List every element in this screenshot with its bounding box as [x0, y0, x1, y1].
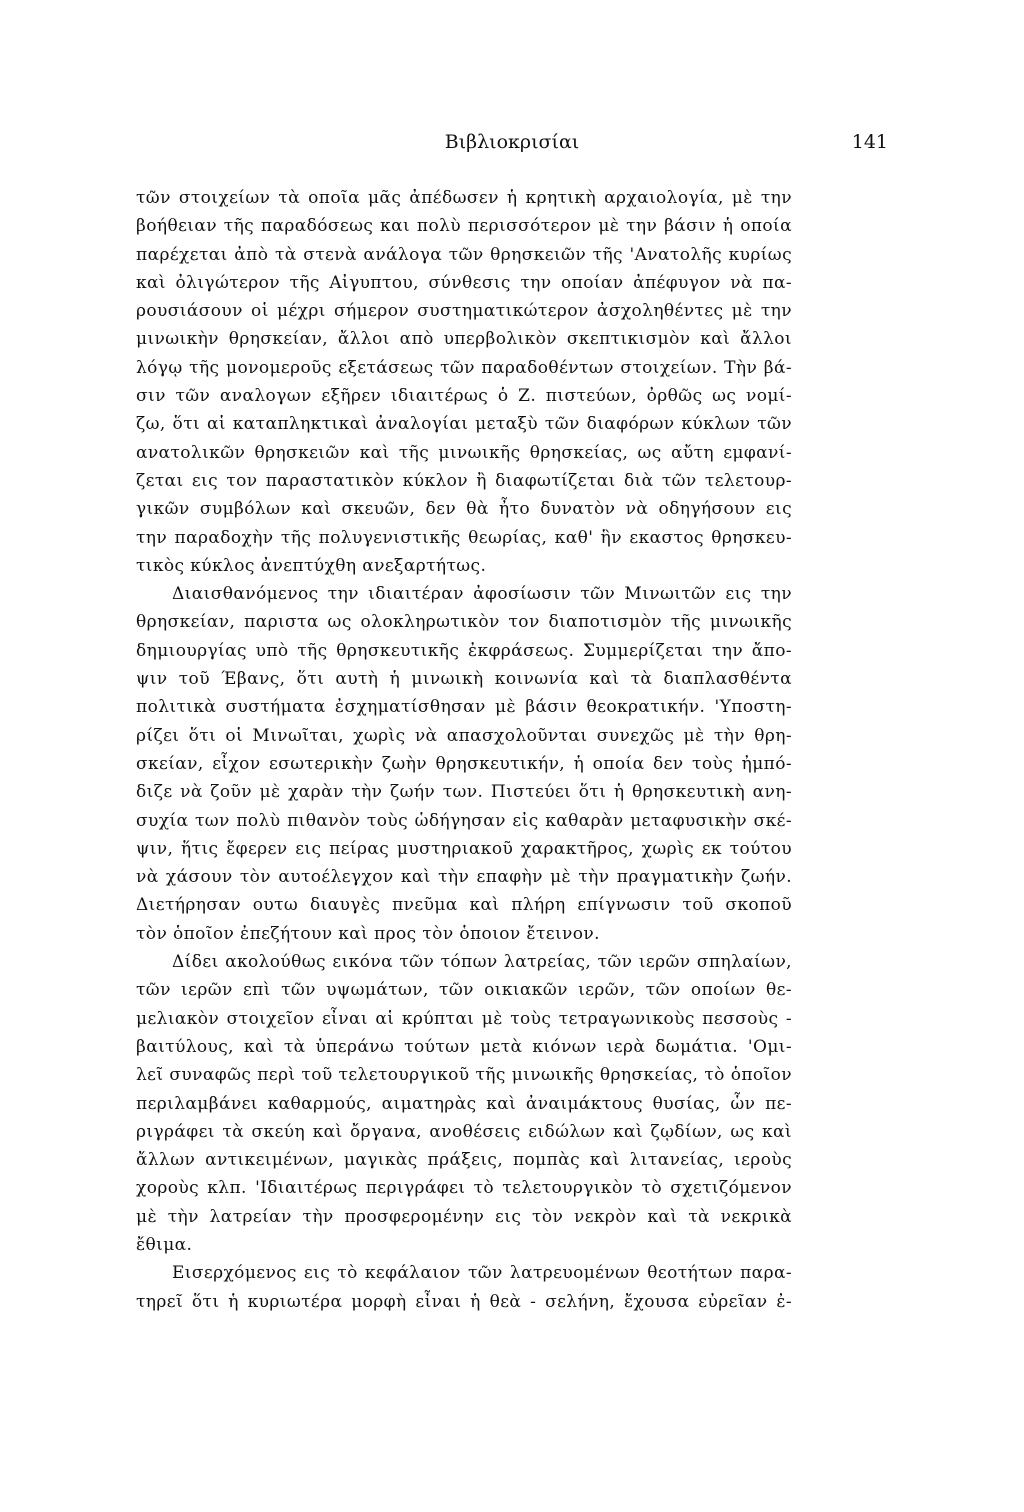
text-line: ρουσιάσουν οἱ μέχρι σήμερον συστηματικώτερον ἀσχοληθέντες μὲ την	[136, 301, 792, 322]
running-head	[136, 130, 888, 154]
page-number: 141	[851, 131, 888, 153]
text-line: ἄλλων αντικειμένων, μαγικὰς πράξεις, πομπὰς καὶ λιτανείας, ιεροὺς	[136, 1150, 792, 1171]
text-line: σκείαν, εἶχον εσωτερικὴν ζωὴν θρησκευτικήν, ἡ οποία δεν τοὺς ἠμπό-	[136, 753, 792, 774]
text-line: Διετήρησαν ουτω διαυγὲς πνεῦμα καὶ πλήρη επίγνωσιν τοῦ σκοποῦ	[136, 895, 792, 916]
text-line: Διαισθανόμενος την ιδιαιτέραν ἀφοσίωσιν τῶν Μινωιτῶν εις την	[172, 584, 792, 605]
text-line: παρέχεται ἀπὸ τὰ στενὰ ανάλογα τῶν θρησκειῶν τῆς 'Ανατολῆς κυρίως	[136, 244, 792, 265]
text-line: σιν τῶν αναλογων εξῆρεν ιδιαιτέρως ὁ Ζ. πιστεύων, ὀρθῶς ως νομί-	[136, 386, 792, 407]
text-line: Εισερχόμενος εις τὸ κεφάλαιον τῶν λατρευομένων θεοτήτων παρα-	[172, 1263, 792, 1284]
text-line: χοροὺς κλπ. 'Ιδιαιτέρως περιγράφει τὸ τελετουργικὸν τὸ σχετιζόμενον	[136, 1178, 792, 1199]
text-line: ζεται εις τον παραστατικὸν κύκλον ἢ διαφωτίζεται διὰ τῶν τελετουρ-	[136, 470, 792, 491]
text-line: γικῶν συμβόλων καὶ σκευῶν, δεν θὰ ἦτο δυνατὸν νὰ οδηγήσουν εις	[136, 499, 792, 520]
text-line: θρησκείαν, παριστα ως ολοκληρωτικὸν τον διαποτισμὸν τῆς μινωικῆς	[136, 612, 792, 633]
text-line: καὶ ὀλιγώτερον τῆς Αἰγυπτου, σύνθεσις την οποίαν ἀπέφυγον νὰ πα-	[136, 272, 792, 293]
text-line: βοήθειαν τῆς παραδόσεως και πολὺ περισσότερον μὲ την βάσιν ἡ οποία	[136, 216, 792, 237]
text-line: ἔθιμα.	[136, 1234, 193, 1255]
text-line: λεῖ συναφῶς περὶ τοῦ τελετουργικοῦ τῆς μινωικῆς θρησκείας, τὸ ὁποῖον	[136, 1065, 792, 1086]
text-line: τῶν ιερῶν επὶ τῶν υψωμάτων, τῶν οικιακῶν ιερῶν, τῶν οποίων θε-	[136, 980, 792, 1001]
text-line: συχία των πολὺ πιθανὸν τοὺς ὡδήγησαν εἰς καθαρὰν μεταφυσικὴν σκέ-	[136, 810, 792, 831]
text-line: τικὸς κύκλος ἀνεπτύχθη ανεξαρτήτως.	[136, 555, 487, 576]
text-line: περιλαμβάνει καθαρμούς, αιματηρὰς καὶ ἀναιμάκτους θυσίας, ὧν πε-	[136, 1093, 792, 1114]
text-line: ανατολικῶν θρησκειῶν καὶ τῆς μινωικῆς θρησκείας, ως αὔτη εμφανί-	[136, 442, 792, 463]
text-line: νὰ χάσουν τὸν αυτοέλεγχον καὶ τὴν επαφὴν μὲ τὴν πραγματικὴν ζωήν.	[136, 867, 792, 888]
text-line: λόγῳ τῆς μονομεροῦς εξετάσεως τῶν παραδοθέντων στοιχείων. Τὴν βά-	[136, 357, 792, 378]
text-line: την παραδοχὴν τῆς πολυγενιστικῆς θεωρίας, καθ' ἣν εκαστος θρησκευ-	[136, 527, 792, 548]
text-line: πολιτικὰ συστήματα ἐσχηματίσθησαν μὲ βάσιν θεοκρατικήν. 'Υποστη-	[136, 697, 792, 718]
text-line: ψιν τοῦ Έβανς, ὅτι αυτὴ ἡ μινωικὴ κοινωνία καὶ τὰ διαπλασθέντα	[136, 669, 792, 690]
text-line: ψιν, ἥτις ἔφερεν εις πείρας μυστηριακοῦ χαρακτῆρος, χωρὶς εκ τούτου	[136, 838, 792, 859]
text-line: ζω, ὅτι αἱ καταπληκτικαὶ ἀναλογίαι μεταξὺ τῶν διαφόρων κύκλων τῶν	[136, 414, 792, 435]
text-line: βαιτύλους, καὶ τὰ ὑπεράνω τούτων μετὰ κιόνων ιερὰ δωμάτια. 'Ομι-	[136, 1036, 792, 1057]
text-line: τηρεῖ ὅτι ἡ κυριωτέρα μορφὴ εἶναι ἡ θεὰ - σελήνη, ἔχουσα εὐρεῖαν ἐ-	[136, 1291, 792, 1312]
text-line: μινωικὴν θρησκείαν, ἄλλοι απὸ υπερβολικὸν σκεπτικισμὸν καὶ ἄλλοι	[136, 329, 792, 350]
text-line: Δίδει ακολούθως εικόνα τῶν τόπων λατρείας, τῶν ιερῶν σπηλαίων,	[172, 952, 792, 973]
text-line: τὸν ὁποῖον ἐπεζήτουν καὶ προς τὸν ὁποιον ἔτεινον.	[136, 923, 600, 944]
text-line: διζε νὰ ζοῦν μὲ χαρὰν τὴν ζωήν των. Πιστεύει ὅτι ἡ θρησκευτικὴ ανη-	[136, 782, 792, 803]
body-text	[136, 184, 792, 1316]
text-line: μελιακὸν στοιχεῖον εἶναι αἱ κρύπται μὲ τοὺς τετραγωνικοὺς πεσσοὺς -	[136, 1008, 792, 1029]
text-line: τῶν στοιχείων τὰ οποῖα μᾶς ἀπέδωσεν ἡ κρητικὴ αρχαιολογία, μὲ την	[136, 188, 792, 208]
text-line: ριγράφει τὰ σκεύη καὶ ὄργανα, ανοθέσεις ειδώλων καὶ ζῳδίων, ως καὶ	[136, 1121, 792, 1142]
text-line: ρίζει ὅτι οἱ Μινωῖται, χωρὶς νὰ απασχολοῦνται συνεχῶς μὲ τὴν θρη-	[136, 725, 792, 746]
text-line: δημιουργίας υπὸ τῆς θρησκευτικῆς ἐκφράσεως. Συμμερίζεται την ἄπο-	[136, 640, 792, 661]
text-line: μὲ τὴν λατρείαν τὴν προσφερομένην εις τὸν νεκρὸν καὶ τὰ νεκρικὰ	[136, 1206, 792, 1227]
running-head-title: Βιβλιοκρισίαι	[444, 131, 580, 153]
